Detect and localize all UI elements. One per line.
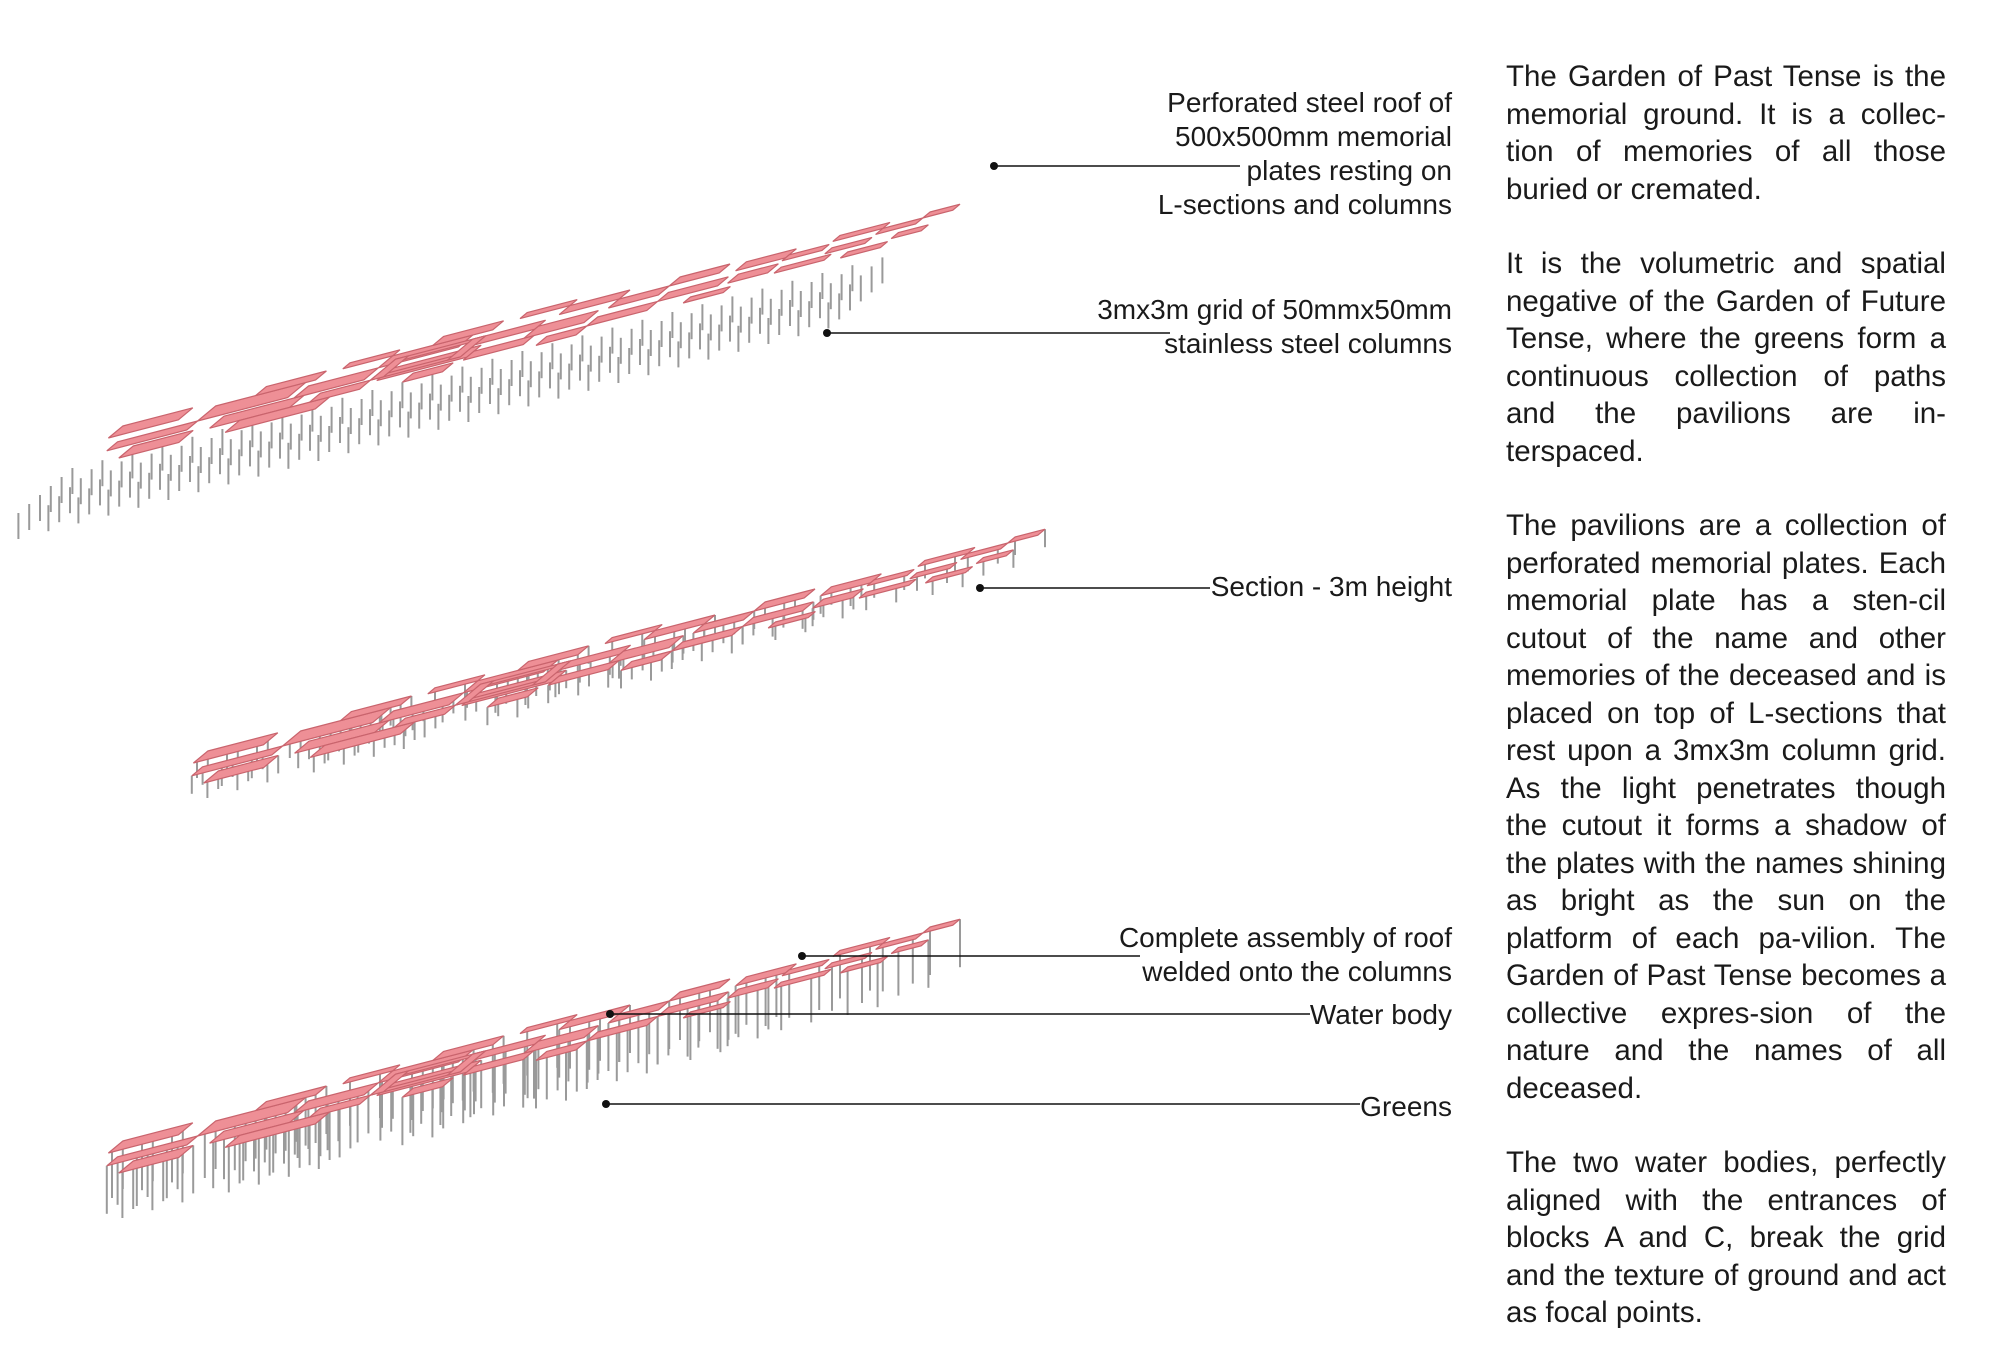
callout-grid-line-2: stainless steel columns [1164,328,1452,359]
callout-section: Section - 3m height [1210,571,1452,602]
callout-greens: Greens [1360,1091,1452,1122]
paragraph-1: The Garden of Past Tense is the memorial ground. It is a collec-tion of memories of all those buried or cremated. [1506,60,1946,206]
callout-assembly-line-2: welded onto the columns [1142,956,1452,987]
memorial-plate [923,204,960,218]
section-layer [192,529,1045,798]
memorial-plate [1008,529,1045,543]
callout-grid-line-1: 3mx3m grid of 50mmx50mm [1097,294,1452,325]
callout-roof-line-3: plates resting on [1246,155,1452,186]
callout-roof-line-2: 500x500mm memorial [1175,121,1452,152]
callout-water-body: Water body [1309,999,1452,1030]
callout-roof-line-4: L-sections and columns [1157,189,1452,220]
description-text [1506,58,1946,1369]
roof-plates-layer [18,204,960,539]
paragraph-3: The pavilions are a collection of perforated memorial plates. Each memorial plate has a sten-cil cutout of the name and other memories of the deceased and is placed on top of L-sections that rest upon a 3mx3m column grid. As the light penetrates though the cutout it forms a shadow of the plates with the names shining as bright as the sun on the platform of each pa-vilion. The Garden of Past Tense becomes a collective expres-sion of the nature and the names of all deceased. [1506,509,1946,1105]
callout-assembly [1119,921,1452,989]
callout-roof-line-1: Perforated steel roof of [1167,87,1452,118]
complete-assembly-layer [107,919,960,1218]
callout-column-grid [1097,293,1452,361]
callout-assembly-line-1: Complete assembly of roof [1118,922,1452,953]
paragraph-2: It is the volumetric and spatial negative of the Garden of Future Tense, where the greens form a continuous collection of paths and the pavilions are in-terspaced. [1506,247,1946,468]
paragraph-4: The two water bodies, perfectly aligned with the entrances of blocks A and C, break the grid and the texture of ground and act as focal points. [1506,1146,1946,1329]
memorial-plate [923,919,960,933]
callout-roof [1158,86,1452,222]
